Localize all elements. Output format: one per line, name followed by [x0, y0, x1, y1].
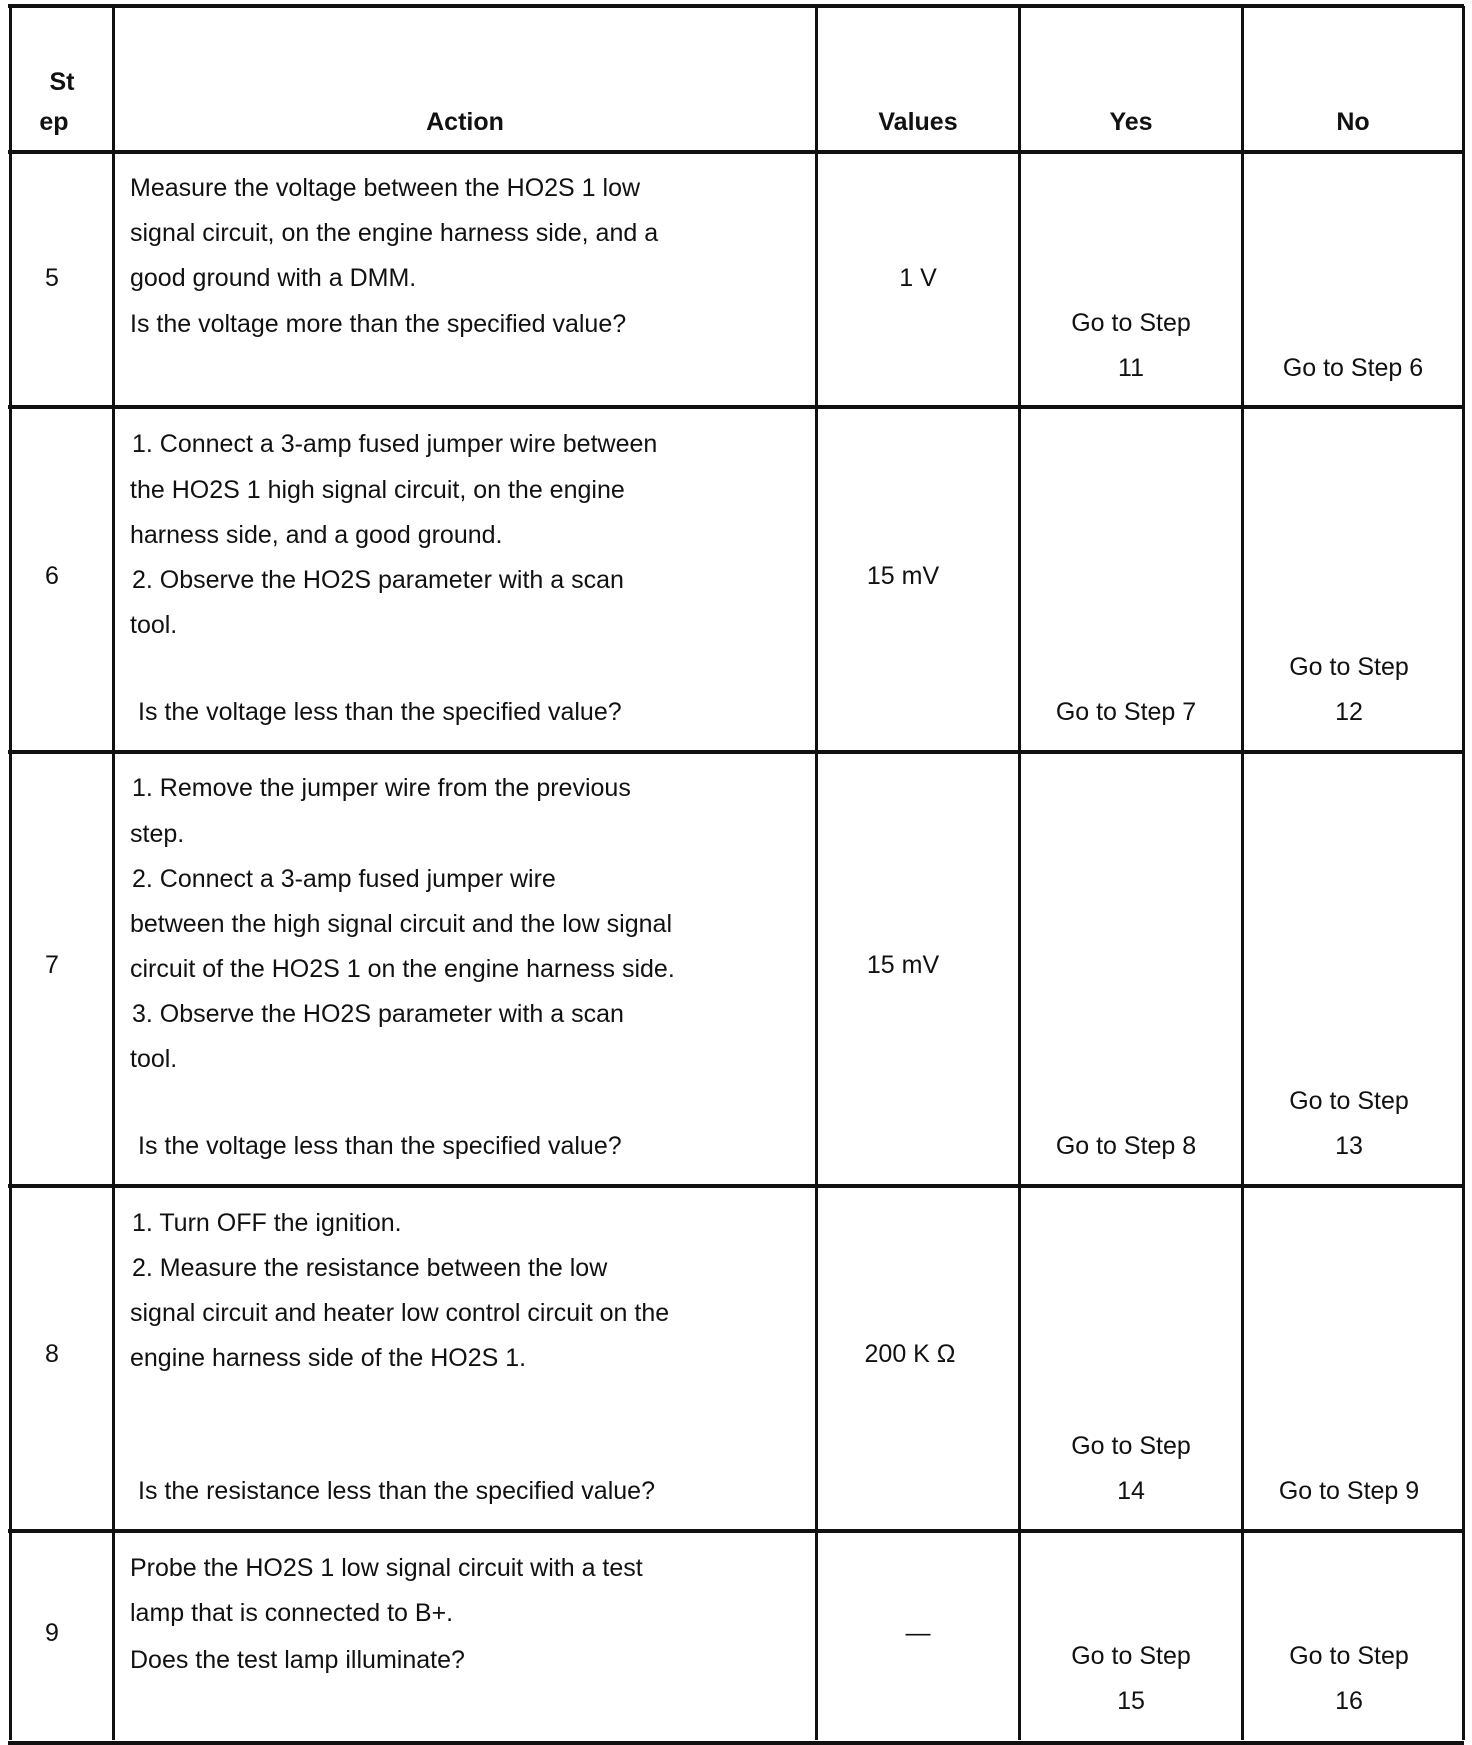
- action-line: Measure the voltage between the HO2S 1 low: [130, 174, 641, 202]
- step-number: 8: [45, 1340, 59, 1368]
- spec-value: 15 mV: [866, 951, 940, 979]
- action-line: harness side, and a good ground.: [130, 521, 503, 549]
- yes-line: 15: [1117, 1687, 1145, 1715]
- yes-line: Go to Step: [1071, 1642, 1191, 1670]
- no-line: 13: [1335, 1132, 1363, 1160]
- header-step-line2: ep: [39, 108, 69, 136]
- step-number: 6: [45, 562, 59, 590]
- step-number: 7: [45, 951, 59, 979]
- yes-line: 11: [1118, 354, 1144, 382]
- no-line: Go to Step 9: [1278, 1477, 1420, 1505]
- action-line: the HO2S 1 high signal circuit, on the engine: [130, 476, 625, 504]
- action-line: 2. Observe the HO2S parameter with a scan: [132, 566, 624, 594]
- no-line: Go to Step: [1289, 653, 1409, 681]
- spec-value: 200 K Ω: [864, 1340, 956, 1368]
- action-line: Is the voltage more than the specified value?: [130, 310, 627, 338]
- no-line: Go to Step: [1289, 1087, 1409, 1115]
- action-line: Is the voltage less than the specified value?: [138, 698, 622, 726]
- spec-value: —: [905, 1619, 931, 1647]
- spec-value: 1 V: [899, 264, 937, 292]
- header-values: Values: [878, 108, 958, 136]
- step-number: 5: [45, 264, 59, 292]
- action-line: Is the voltage less than the specified value?: [138, 1132, 622, 1160]
- action-line: circuit of the HO2S 1 on the engine harness side.: [130, 955, 675, 983]
- action-line: 2. Measure the resistance between the low: [132, 1254, 608, 1282]
- no-line: Go to Step 6: [1282, 354, 1424, 382]
- header-action: Action: [426, 108, 504, 136]
- action-line: Does the test lamp illuminate?: [130, 1646, 465, 1674]
- yes-line: Go to Step 7: [1055, 698, 1197, 726]
- action-line: 1. Turn OFF the ignition.: [132, 1209, 402, 1237]
- no-line: 16: [1335, 1687, 1363, 1715]
- header-no: No: [1336, 108, 1370, 136]
- action-line: tool.: [130, 611, 178, 639]
- action-line: between the high signal circuit and the low signal: [130, 910, 673, 938]
- action-line: Is the resistance less than the specified value?: [138, 1477, 655, 1505]
- action-line: 3. Observe the HO2S parameter with a scan: [132, 1000, 624, 1028]
- no-line: Go to Step: [1289, 1642, 1409, 1670]
- yes-line: Go to Step 8: [1055, 1132, 1197, 1160]
- action-line: engine harness side of the HO2S 1.: [130, 1344, 527, 1372]
- action-line: good ground with a DMM.: [130, 264, 417, 292]
- action-line: step.: [130, 820, 185, 848]
- action-line: 1. Connect a 3-amp fused jumper wire between: [132, 430, 658, 458]
- step-number: 9: [45, 1619, 59, 1647]
- action-line: 2. Connect a 3-amp fused jumper wire: [132, 865, 556, 893]
- action-line: lamp that is connected to B+.: [130, 1599, 454, 1627]
- yes-line: 14: [1117, 1477, 1145, 1505]
- action-line: 1. Remove the jumper wire from the previous: [132, 774, 631, 802]
- action-line: Probe the HO2S 1 low signal circuit with a test: [130, 1554, 643, 1582]
- header-step-line1: St: [49, 68, 75, 96]
- yes-line: Go to Step: [1071, 309, 1191, 337]
- spec-value: 15 mV: [866, 562, 940, 590]
- action-line: signal circuit, on the engine harness side, and a: [130, 219, 659, 247]
- action-line: tool.: [130, 1045, 178, 1073]
- header-yes: Yes: [1109, 108, 1153, 136]
- no-line: 12: [1335, 698, 1363, 726]
- action-line: signal circuit and heater low control circuit on the: [130, 1299, 670, 1327]
- yes-line: Go to Step: [1071, 1432, 1191, 1460]
